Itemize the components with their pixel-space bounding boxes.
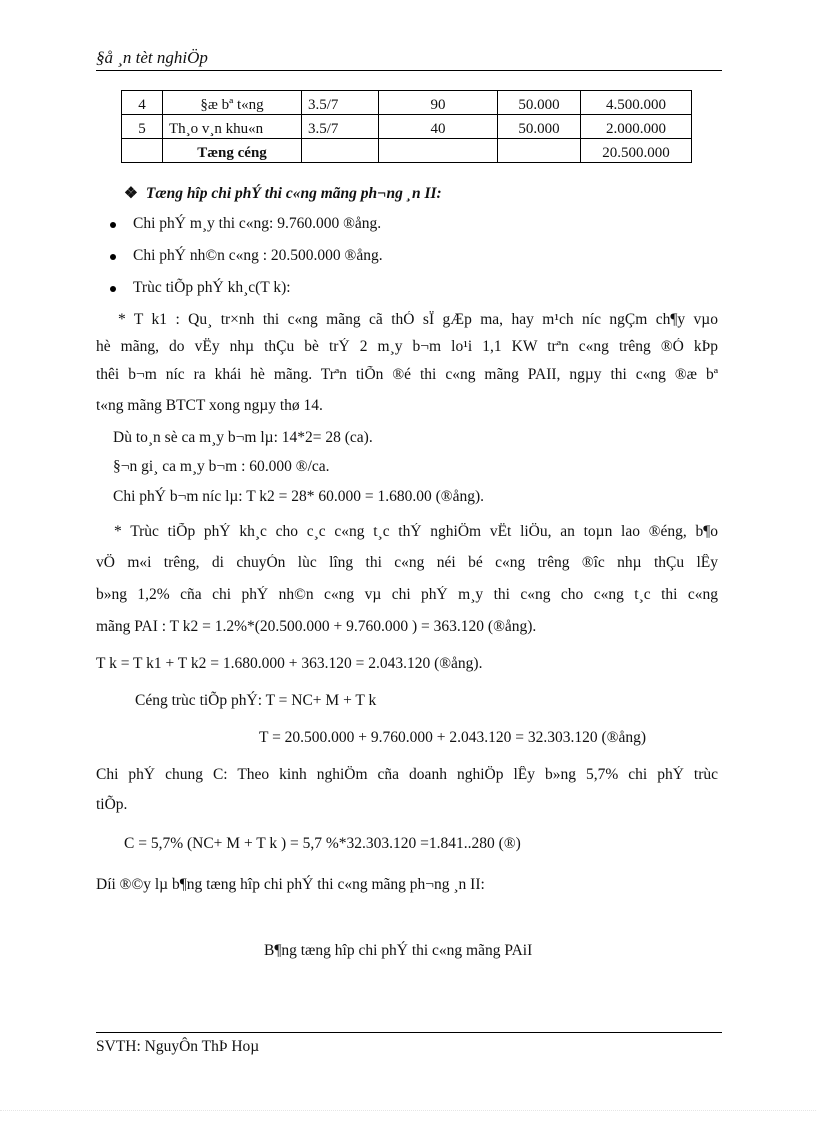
paragraph-line: vÖ m«i trêng, di chuyÓn lùc lîng thi c«ng néi bé c«ng trêng ®îc nhµ thÇu lÊy — [96, 554, 718, 571]
paragraph-line: Chi phÝ chung C: Theo kinh nghiÖm cña doanh nghiÖp lÊy b»ng 5,7% chi phÝ trùc — [96, 766, 718, 783]
table-cell — [302, 139, 379, 163]
table-total-value: 20.500.000 — [581, 139, 692, 163]
equation-line: C = 5,7% (NC+ M + T k ) = 5,7 %*32.303.120 =1.841..280 (®) — [124, 835, 521, 852]
table-total-row — [122, 139, 692, 163]
calc-line: Dù to¸n sè ca m¸y b¬m lµ: 14*2= 28 (ca). — [113, 429, 373, 446]
footer-rule — [96, 1032, 722, 1033]
paragraph-line: hè mãng, do vËy nhµ thÇu bè trÝ 2 m¸y b¬m lo¹i 1,1 KW trªn c«ng trêng ®Ó kÞp — [96, 338, 718, 355]
summary-line: Díi ®©y lµ b¶ng tæng hîp chi phÝ thi c«ng mãng ph¬ng ¸n II: — [96, 876, 485, 893]
paragraph-line: t«ng mãng BTCT xong ngµy thø 14. — [96, 397, 323, 414]
table-cell: 3.5/7 — [302, 91, 379, 115]
bullet-item: Chi phÝ nh©n c«ng : 20.500.000 ®ång. — [133, 247, 383, 264]
table-row — [122, 91, 692, 115]
table-cell — [379, 139, 498, 163]
bullet-dot-icon — [110, 222, 116, 228]
paragraph-line: tiÕp. — [96, 796, 128, 813]
equation-line: T k = T k1 + T k2 = 1.680.000 + 363.120 = 2.043.120 (®ång). — [96, 655, 483, 672]
table-cell: 50.000 — [498, 115, 581, 139]
paragraph-line: mãng PAI : T k2 = 1.2%*(20.500.000 + 9.760.000 ) = 363.120 (®ång). — [96, 618, 537, 635]
table-cell — [498, 139, 581, 163]
section-heading-text: Tæng hîp chi phÝ thi c«ng mãng ph¬ng ¸n II: — [145, 185, 442, 202]
table-cell: 5 — [122, 115, 163, 139]
bullet-dot-icon — [110, 254, 116, 260]
table-cell: Th¸o v¸n khu«n — [163, 115, 302, 139]
table-row — [122, 115, 692, 139]
table-cell: 4 — [122, 91, 163, 115]
equation-line: Céng trùc tiÕp phÝ: T = NC+ M + T k — [135, 692, 377, 709]
table-total-label: Tæng céng — [163, 139, 302, 163]
section-heading — [124, 184, 442, 203]
bullet-item: Chi phÝ m¸y thi c«ng: 9.760.000 ®ång. — [133, 215, 382, 232]
table-title: B¶ng tæng hîp chi phÝ thi c«ng mãng PAiI — [264, 942, 533, 959]
table-cell: 90 — [379, 91, 498, 115]
calc-line: Chi phÝ b¬m níc lµ: T k2 = 28* 60.000 = 1.680.00 (®ång). — [113, 488, 484, 505]
footer-author: SVTH: NguyÔn ThÞ Hoµ — [96, 1038, 260, 1055]
page-edge — [0, 1110, 816, 1111]
paragraph-line: * Trùc tiÕp phÝ kh¸c cho c¸c c«ng t¸c thÝ nghiÖm vËt liÖu, an toµn lao ®éng, b¶o — [114, 523, 718, 540]
table-cell — [122, 139, 163, 163]
bullet-item: Trùc tiÕp phÝ kh¸c(T k): — [133, 279, 291, 296]
table-cell: 40 — [379, 115, 498, 139]
header-rule — [96, 70, 722, 71]
bullet-dot-icon — [110, 286, 116, 292]
paragraph-line: * T k1 : Qu¸ tr×nh thi c«ng mãng cã thÓ sÏ gÆp ma, hay m¹ch níc ngÇm ch¶y vµo — [118, 311, 718, 328]
equation-line: T = 20.500.000 + 9.760.000 + 2.043.120 = 32.303.120 (®ång) — [259, 729, 647, 746]
table-cell: 50.000 — [498, 91, 581, 115]
table-cell: 4.500.000 — [581, 91, 692, 115]
table-cell: 2.000.000 — [581, 115, 692, 139]
table-cell: §æ bª t«ng — [163, 91, 302, 115]
cost-table — [121, 90, 692, 163]
table-cell: 3.5/7 — [302, 115, 379, 139]
calc-line: §¬n gi¸ ca m¸y b¬m : 60.000 ®/ca. — [113, 458, 330, 475]
paragraph-line: thêi b¬m níc ra khái hè mãng. Trªn tiÕn ®é thi c«ng mãng PAII, ngµy thi c«ng ®æ bª — [96, 366, 718, 383]
page-header-title: §å ¸n tèt nghiÖp — [96, 48, 208, 67]
diamond-bullet-icon: ❖ — [124, 185, 138, 202]
paragraph-line: b»ng 1,2% cña chi phÝ nh©n c«ng vµ chi phÝ m¸y thi c«ng cho c«ng t¸c thi c«ng — [96, 586, 718, 603]
